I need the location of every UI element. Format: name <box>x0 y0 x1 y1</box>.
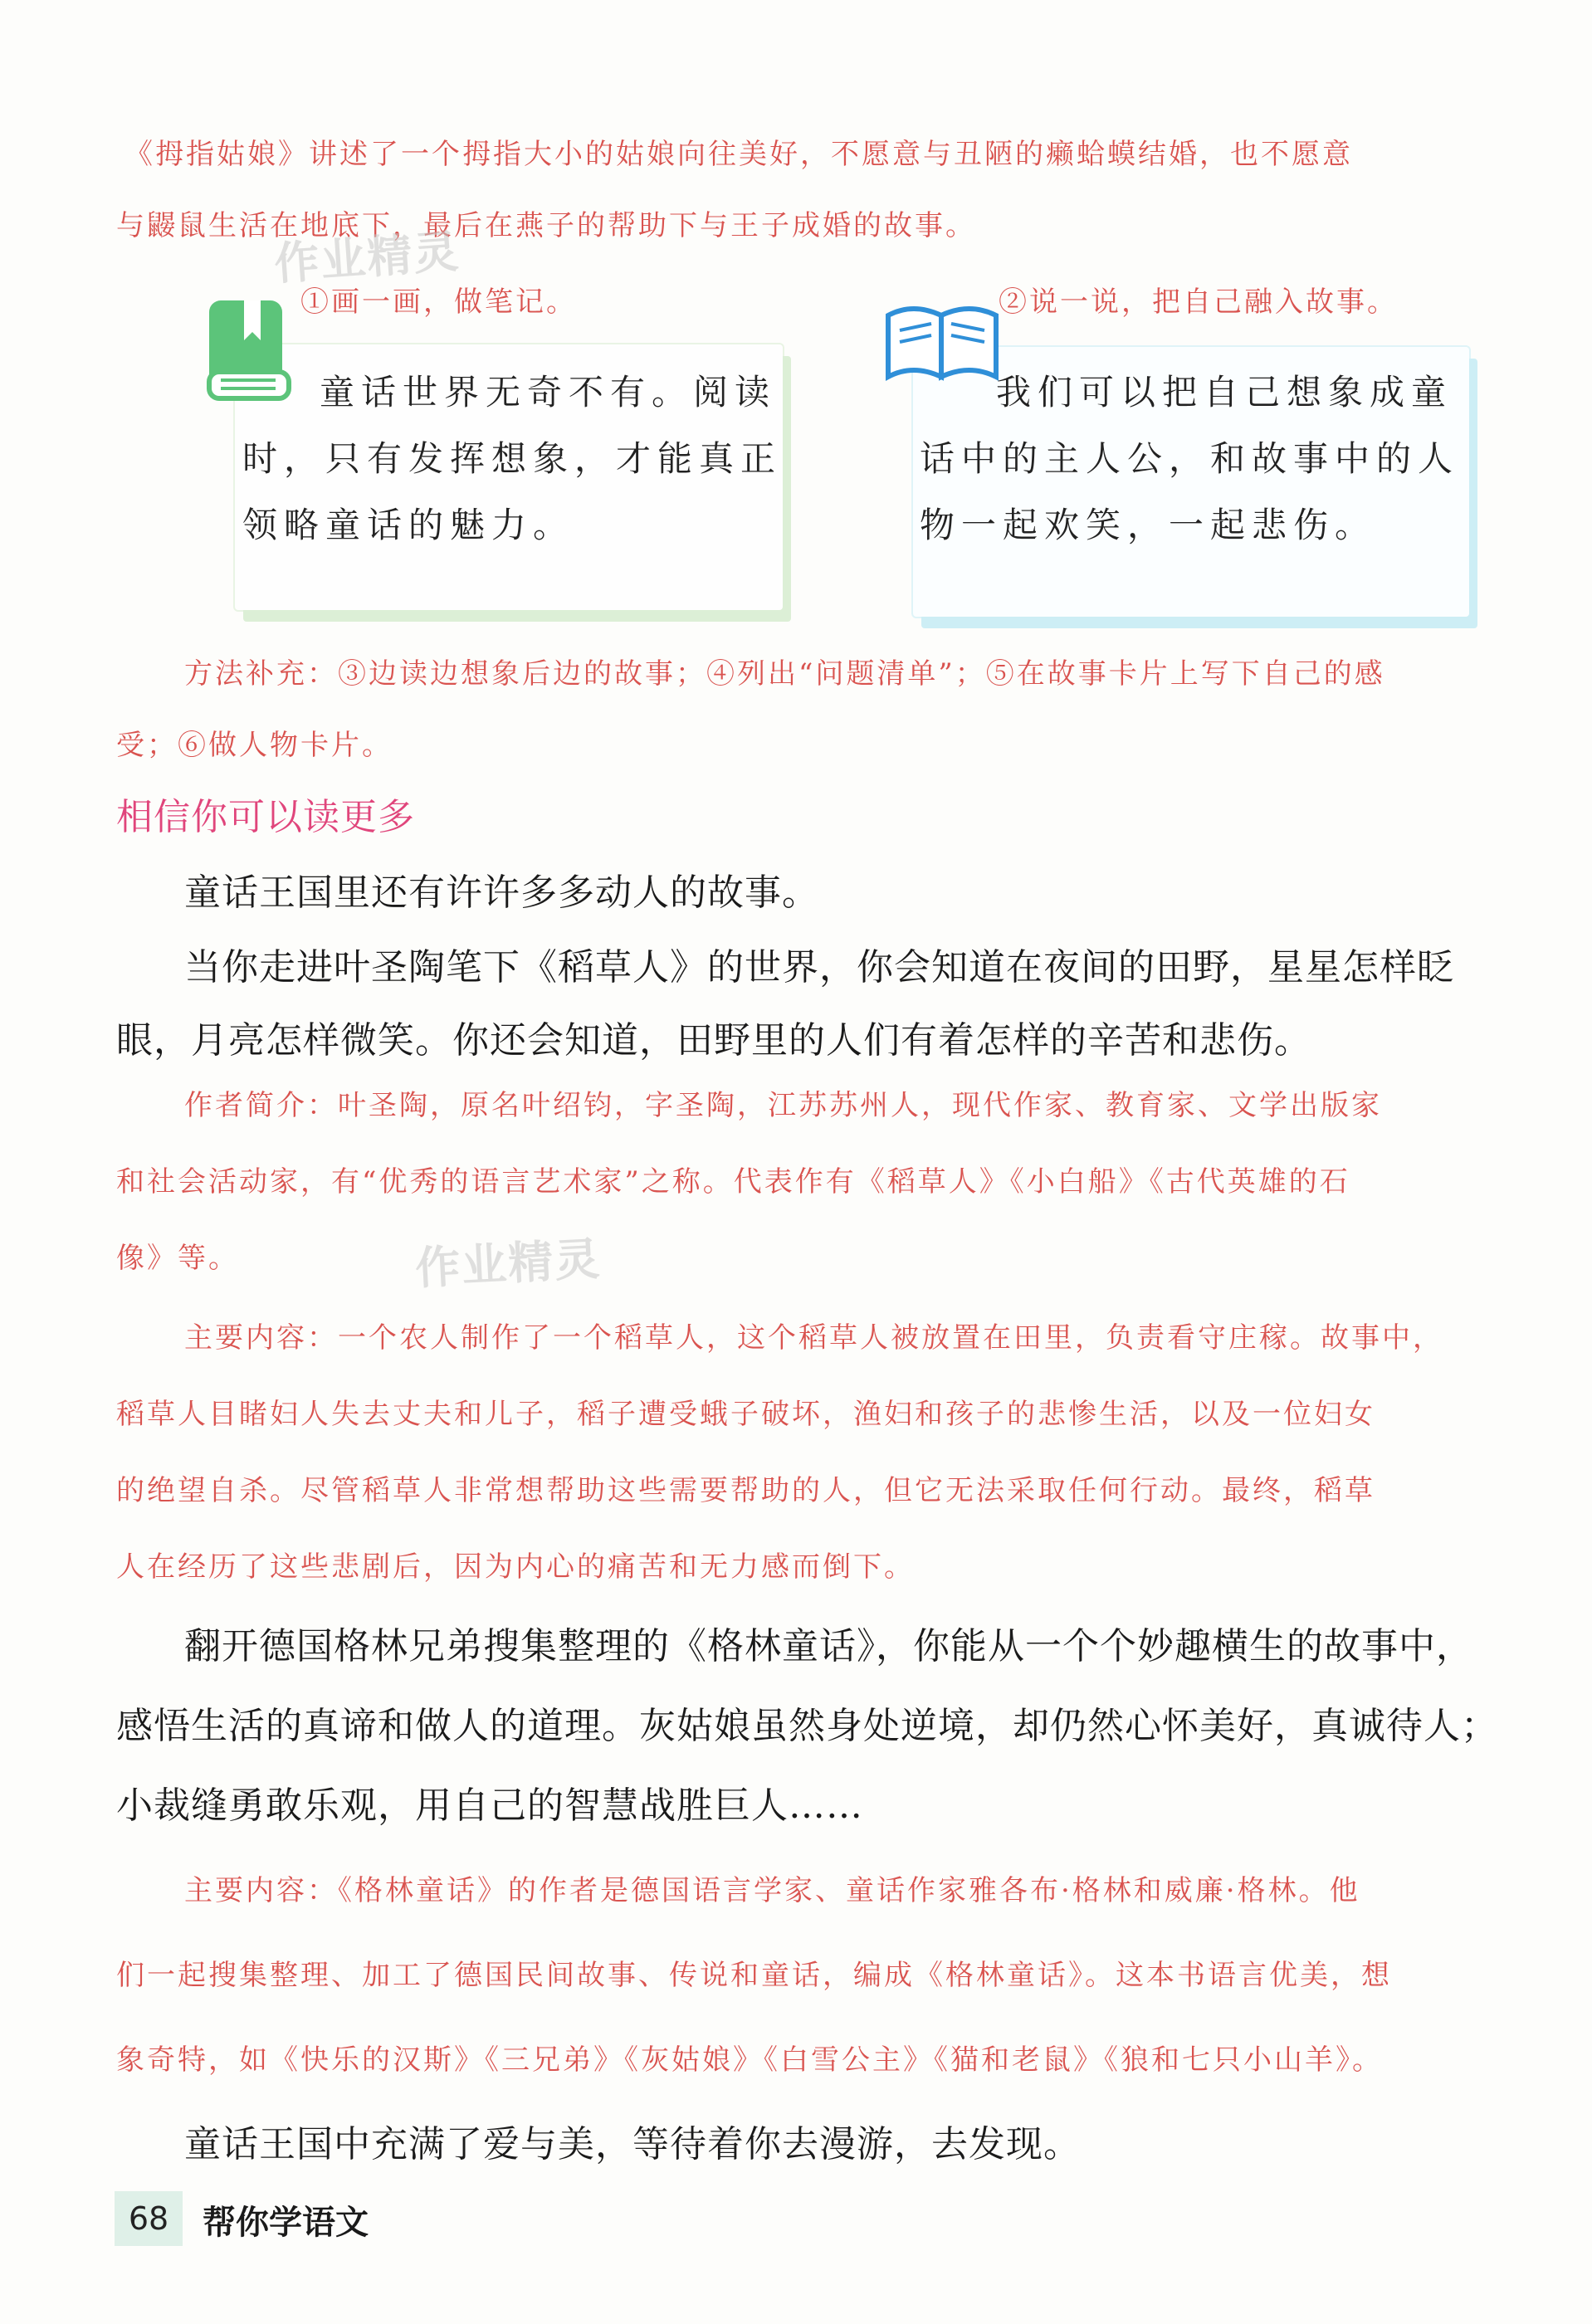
left-card-line3: 领略童话的魅力。 <box>242 505 575 545</box>
grimm-annotation-line3: 象奇特，如《快乐的汉斯》《三兄弟》《灰姑娘》《白雪公主》《猫和老鼠》《狼和七只小山羊》。 <box>116 2043 1383 2077</box>
green-book-icon <box>193 292 300 420</box>
author-annotation-line1: 作者简介：叶圣陶，原名叶绍钧，字圣陶，江苏苏州人，现代作家、教育家、文学出版家 <box>184 1089 1382 1122</box>
left-card-caption: ①画一画，做笔记。 <box>300 286 577 319</box>
author-annotation-line2: 和社会活动家，有“优秀的语言艺术家”之称。代表作有《稻草人》《小白船》《古代英雄的石 <box>116 1165 1350 1199</box>
right-card-line2: 话中的主人公，和故事中的人 <box>920 438 1460 479</box>
paragraph-1: 童话王国里还有许许多多动人的故事。 <box>184 872 819 914</box>
right-card-line3: 物一起欢笑，一起悲伤。 <box>920 505 1377 545</box>
paragraph-2-line1: 当你走进叶圣陶笔下《稻草人》的世界，你会知道在夜间的田野，星星怎样眨 <box>184 946 1454 989</box>
watermark-top: 作业精灵 <box>272 225 462 290</box>
watermark-middle: 作业精灵 <box>413 1233 603 1295</box>
paragraph-3-line3: 小裁缝勇敢乐观，用自己的智慧战胜巨人…… <box>116 1784 863 1827</box>
left-card-line1: 童话世界无奇不有。阅读 <box>320 372 777 413</box>
method-annotation-line1: 方法补充：③边读边想象后边的故事；④列出“问题清单”；⑤在故事卡片上写下自己的感 <box>184 657 1385 691</box>
scarecrow-annotation-line1: 主要内容：一个农人制作了一个稻草人，这个稻草人被放置在田里，负责看守庄稼。故事中， <box>184 1321 1443 1355</box>
right-card-caption: ②说一说，把自己融入故事。 <box>999 286 1398 319</box>
intro-annotation-line2: 与鼹鼠生活在地底下，最后在燕子的帮助下与王子成婚的故事。 <box>116 209 976 242</box>
section-heading: 相信你可以读更多 <box>116 796 415 838</box>
grimm-annotation-line1: 主要内容：《格林童话》的作者是德国语言学家、童话作家雅各布·格林和威廉·格林。他 <box>184 1874 1360 1907</box>
intro-annotation-line1: 《拇指姑娘》讲述了一个拇指大小的姑娘向往美好，不愿意与丑陋的癞蛤蟆结婚，也不愿意 <box>125 138 1353 171</box>
method-annotation-line2: 受；⑥做人物卡片。 <box>116 729 393 762</box>
paragraph-3-line1: 翻开德国格林兄弟搜集整理的《格林童话》，你能从一个个妙趣横生的故事中， <box>184 1625 1473 1667</box>
right-card-line1: 我们可以把自己想象成童 <box>996 372 1453 413</box>
paragraph-2-line2: 眼，月亮怎样微笑。你还会知道，田野里的人们有着怎样的辛苦和悲伤。 <box>116 1019 1311 1062</box>
author-annotation-line3: 像》等。 <box>116 1242 239 1275</box>
left-card-line2: 时，只有发挥想象，才能真正 <box>242 438 783 479</box>
scarecrow-annotation-line3: 的绝望自杀。尽管稻草人非常想帮助这些需要帮助的人，但它无法采取任何行动。最终，稻草 <box>116 1474 1375 1507</box>
paragraph-3-line2: 感悟生活的真谛和做人的道理。灰姑娘虽然身处逆境，却仍然心怀美好，真诚待人； <box>116 1705 1498 1747</box>
scarecrow-annotation-line4: 人在经历了这些悲剧后，因为内心的痛苦和无力感而倒下。 <box>116 1550 915 1584</box>
book-title: 帮你学语文 <box>203 2204 369 2242</box>
scarecrow-annotation-line2: 稻草人目睹妇人失去丈夫和儿子，稻子遭受蛾子破坏，渔妇和孩子的悲惨生活，以及一位妇女 <box>116 1398 1375 1431</box>
page-number: 68 <box>115 2191 183 2246</box>
grimm-annotation-line2: 们一起搜集整理、加工了德国民间故事、传说和童话，编成《格林童话》。这本书语言优美，想 <box>116 1959 1392 1992</box>
open-book-icon <box>880 290 1004 393</box>
paragraph-4: 童话王国中充满了爱与美，等待着你去漫游，去发现。 <box>184 2123 1081 2165</box>
